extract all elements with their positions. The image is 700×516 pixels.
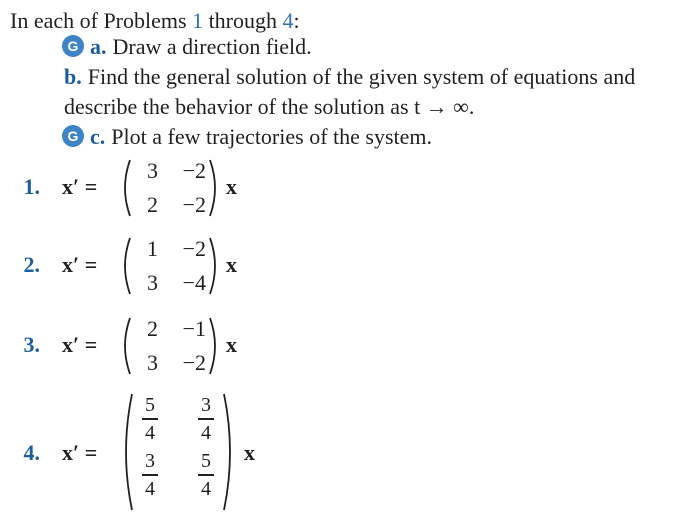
- fraction-bar: [198, 418, 214, 420]
- numerator: 3: [201, 394, 211, 416]
- graphing-badge-icon: G: [62, 35, 84, 57]
- left-paren: [118, 236, 132, 296]
- part-a-text: Draw a direction field.: [112, 34, 312, 59]
- intro-suffix: :: [293, 8, 300, 33]
- denominator: 4: [201, 478, 211, 500]
- problem-3-rhs: x: [226, 332, 237, 357]
- problem-4-a22: [196, 450, 216, 500]
- denominator: 4: [201, 422, 211, 444]
- intro-prefix: In each of Problems: [10, 8, 193, 33]
- intro-middle: through: [203, 8, 283, 33]
- fraction-bar: [142, 418, 158, 420]
- problem-3-lhs: x′ =: [62, 332, 98, 357]
- part-c-text: Plot a few trajectories of the system.: [111, 124, 433, 149]
- problem-4-a11: [140, 394, 160, 444]
- problem-3-a21: 3: [147, 350, 158, 375]
- problem-2-rhs: x: [226, 252, 237, 277]
- part-b-letter: b.: [64, 64, 82, 89]
- problem-2-a12: −2: [182, 236, 206, 261]
- numerator: 5: [201, 450, 211, 472]
- part-b: [64, 64, 635, 90]
- problem-1-lhs: x′ =: [62, 174, 98, 199]
- problem-3-a22: −2: [182, 350, 206, 375]
- left-paren: [118, 392, 132, 512]
- part-b-text-line1: Find the general solution of the given system of equations and: [87, 64, 636, 89]
- part-c: [64, 124, 432, 150]
- part-a-letter: a.: [90, 34, 107, 59]
- problem-4-lhs: x′ =: [62, 440, 98, 465]
- graphing-badge-icon: G: [62, 125, 84, 147]
- problem-4-number: 4.: [23, 440, 40, 465]
- problem-4-rhs: x: [244, 440, 255, 465]
- right-paren: [208, 316, 222, 376]
- problem-1-a12: −2: [182, 158, 206, 183]
- problem-range-start-link[interactable]: 1: [192, 8, 204, 33]
- problem-2-a11: 1: [147, 236, 158, 261]
- problem-3-a12: −1: [182, 316, 206, 341]
- right-paren: [208, 158, 222, 218]
- problem-4-a12: [196, 394, 216, 444]
- problem-4-a21: [140, 450, 160, 500]
- right-paren: [208, 236, 222, 296]
- part-b-text-line2: describe the behavior of the solution as t → ∞.: [64, 94, 475, 119]
- problem-1-a11: 3: [147, 158, 158, 183]
- problem-3-a11: 2: [147, 316, 158, 341]
- problem-1-rhs: x: [226, 174, 237, 199]
- right-paren: [222, 392, 236, 512]
- left-paren: [118, 158, 132, 218]
- problem-2-a22: −4: [182, 270, 206, 295]
- left-paren: [118, 316, 132, 376]
- problem-2-a21: 3: [147, 270, 158, 295]
- problem-3-number: 3.: [23, 332, 40, 357]
- part-b-continued: [64, 94, 474, 120]
- problem-2-number: 2.: [23, 252, 40, 277]
- instructions-intro: [10, 8, 300, 34]
- problem-1-a22: −2: [182, 192, 206, 217]
- problem-1-a21: 2: [147, 192, 158, 217]
- denominator: 4: [145, 478, 155, 500]
- numerator: 3: [145, 450, 155, 472]
- part-a: [64, 34, 312, 60]
- problem-2-lhs: x′ =: [62, 252, 98, 277]
- problem-range-end-link[interactable]: 4: [282, 8, 294, 33]
- problem-1-number: 1.: [23, 174, 40, 199]
- numerator: 5: [145, 394, 155, 416]
- fraction-bar: [198, 474, 214, 476]
- denominator: 4: [145, 422, 155, 444]
- fraction-bar: [142, 474, 158, 476]
- part-c-letter: c.: [90, 124, 106, 149]
